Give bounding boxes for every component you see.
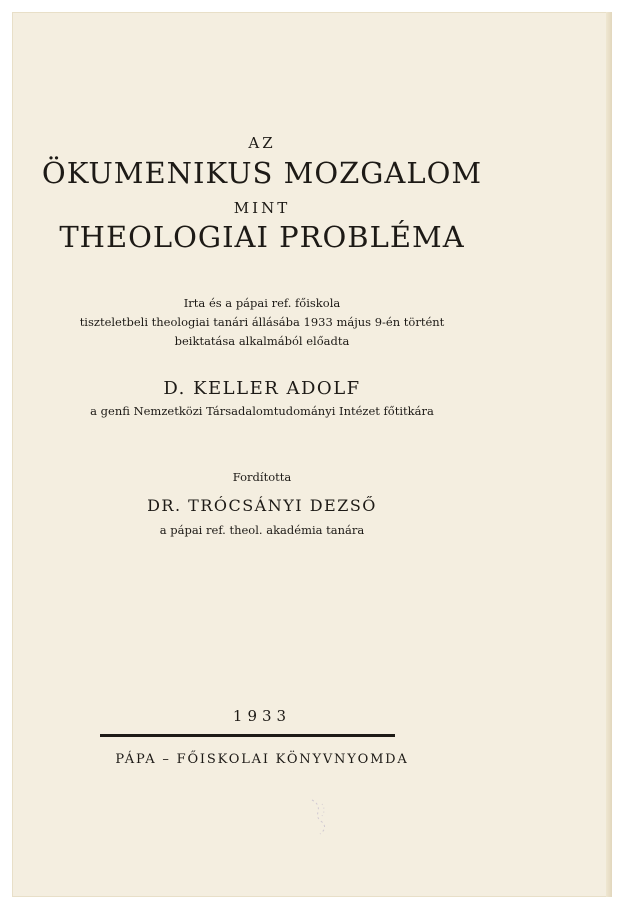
description-line-3: beiktatása alkalmából előadta: [174, 334, 350, 348]
publisher-line: PÁPA – FŐISKOLAI KÖNYVNYOMDA: [115, 752, 409, 767]
title-line-3: MINT: [233, 199, 291, 217]
title-line-4: THEOLOGIAI PROBLÉMA: [59, 220, 465, 254]
page-edge: [606, 12, 612, 897]
description-line-1: Irta és a pápai ref. főiskola: [183, 296, 341, 310]
description-line-2: tiszteletbeli theologiai tanári állásába 1933 május 9-én történt: [79, 315, 445, 329]
imprint-rule: [100, 734, 395, 737]
faint-stamp-mark: [282, 782, 352, 852]
title-line-2: ÖKUMENIKUS MOZGALOM: [41, 156, 483, 190]
author-affiliation: a genfi Nemzetközi Társadalomtudományi Intézet főtitkára: [90, 404, 434, 418]
author-name: D. KELLER ADOLF: [163, 378, 361, 399]
title-page: [12, 12, 612, 897]
translator-affiliation: a pápai ref. theol. akadémia tanára: [159, 523, 365, 537]
publication-year: 1933: [232, 707, 292, 725]
translation-label: Fordította: [232, 470, 292, 484]
translator-name: DR. TRÓCSÁNYI DEZSŐ: [147, 496, 377, 515]
title-line-1: AZ: [248, 134, 276, 152]
